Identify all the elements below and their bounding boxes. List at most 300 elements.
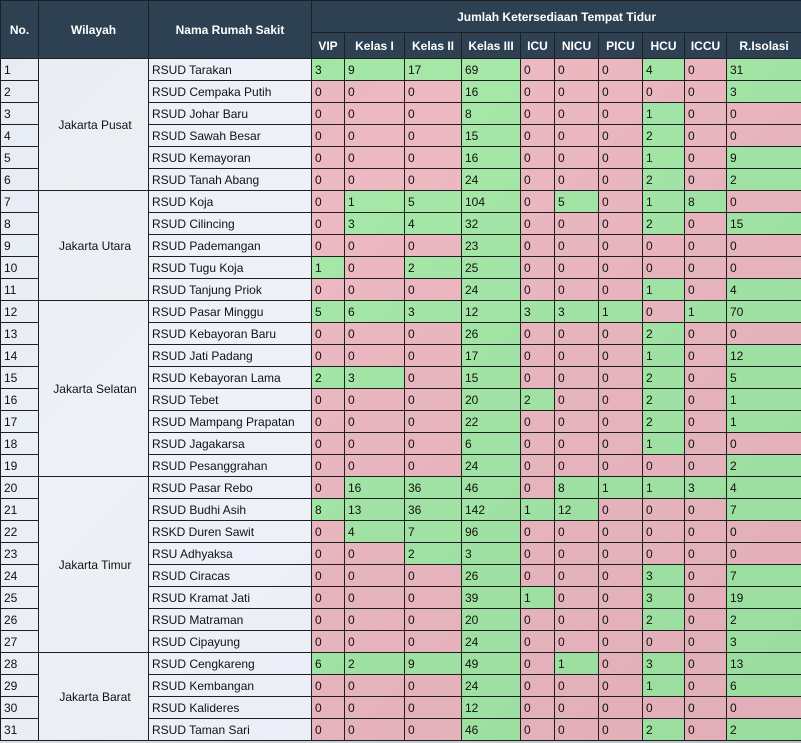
bed-count-cell: 0 bbox=[599, 103, 643, 125]
bed-count-cell: 15 bbox=[462, 125, 521, 147]
bed-count-cell: 0 bbox=[685, 587, 727, 609]
bed-count-cell: 0 bbox=[643, 301, 685, 323]
bed-count-cell: 0 bbox=[685, 565, 727, 587]
bed-count-cell: 3 bbox=[643, 653, 685, 675]
hospital-name: RSUD Cempaka Putih bbox=[149, 81, 312, 103]
bed-count-cell: 3 bbox=[643, 587, 685, 609]
hospital-name: RSUD Cengkareng bbox=[149, 653, 312, 675]
row-number: 18 bbox=[1, 433, 39, 455]
row-number: 22 bbox=[1, 521, 39, 543]
bed-count-cell: 0 bbox=[345, 411, 405, 433]
row-number: 20 bbox=[1, 477, 39, 499]
header-bed-type: ICU bbox=[521, 33, 555, 59]
bed-count-cell: 20 bbox=[462, 609, 521, 631]
bed-count-cell: 0 bbox=[555, 697, 599, 719]
bed-count-cell: 0 bbox=[555, 235, 599, 257]
bed-count-cell: 0 bbox=[312, 169, 345, 191]
bed-count-cell: 0 bbox=[685, 653, 727, 675]
row-number: 21 bbox=[1, 499, 39, 521]
bed-count-cell: 0 bbox=[643, 81, 685, 103]
bed-count-cell: 0 bbox=[599, 543, 643, 565]
hospital-name: RSUD Pademangan bbox=[149, 235, 312, 257]
bed-count-cell: 0 bbox=[312, 147, 345, 169]
bed-count-cell: 0 bbox=[521, 213, 555, 235]
row-number: 4 bbox=[1, 125, 39, 147]
bed-count-cell: 0 bbox=[312, 323, 345, 345]
bed-count-cell: 0 bbox=[312, 675, 345, 697]
bed-count-cell: 0 bbox=[599, 653, 643, 675]
bed-count-cell: 39 bbox=[462, 587, 521, 609]
bed-count-cell: 0 bbox=[345, 587, 405, 609]
bed-count-cell: 0 bbox=[555, 587, 599, 609]
bed-count-cell: 0 bbox=[599, 411, 643, 433]
bed-count-cell: 4 bbox=[727, 477, 801, 499]
bed-count-cell: 1 bbox=[555, 653, 599, 675]
bed-count-cell: 70 bbox=[727, 301, 801, 323]
bed-count-cell: 2 bbox=[643, 169, 685, 191]
bed-count-cell: 2 bbox=[643, 719, 685, 741]
bed-count-cell: 36 bbox=[405, 477, 462, 499]
bed-count-cell: 2 bbox=[643, 367, 685, 389]
hospital-name: RSUD Kebayoran Baru bbox=[149, 323, 312, 345]
bed-count-cell: 16 bbox=[345, 477, 405, 499]
row-number: 31 bbox=[1, 719, 39, 741]
bed-count-cell: 0 bbox=[685, 59, 727, 81]
bed-count-cell: 0 bbox=[685, 103, 727, 125]
bed-count-cell: 0 bbox=[521, 543, 555, 565]
bed-count-cell: 0 bbox=[345, 609, 405, 631]
header-bed-type: Kelas I bbox=[345, 33, 405, 59]
bed-count-cell: 0 bbox=[405, 235, 462, 257]
bed-count-cell: 7 bbox=[727, 499, 801, 521]
table-row bbox=[1, 301, 801, 323]
bed-count-cell: 1 bbox=[521, 587, 555, 609]
bed-count-cell: 0 bbox=[312, 521, 345, 543]
row-number: 6 bbox=[1, 169, 39, 191]
bed-count-cell: 0 bbox=[521, 81, 555, 103]
bed-count-cell: 13 bbox=[727, 653, 801, 675]
hospital-name: RSUD Sawah Besar bbox=[149, 125, 312, 147]
bed-count-cell: 2 bbox=[643, 125, 685, 147]
bed-count-cell: 5 bbox=[727, 367, 801, 389]
bed-count-cell: 0 bbox=[405, 279, 462, 301]
bed-count-cell: 0 bbox=[405, 587, 462, 609]
row-number: 3 bbox=[1, 103, 39, 125]
bed-count-cell: 4 bbox=[643, 59, 685, 81]
bed-count-cell: 0 bbox=[599, 81, 643, 103]
region-cell: Jakarta Timur bbox=[39, 477, 149, 653]
bed-count-cell: 0 bbox=[555, 719, 599, 741]
bed-count-cell: 12 bbox=[727, 345, 801, 367]
bed-count-cell: 0 bbox=[555, 257, 599, 279]
bed-count-cell: 0 bbox=[555, 169, 599, 191]
bed-count-cell: 0 bbox=[599, 455, 643, 477]
bed-count-cell: 0 bbox=[555, 125, 599, 147]
header-bed-type: R.Isolasi bbox=[727, 33, 801, 59]
bed-count-cell: 1 bbox=[643, 433, 685, 455]
bed-count-cell: 0 bbox=[599, 389, 643, 411]
bed-count-cell: 0 bbox=[521, 147, 555, 169]
bed-count-cell: 0 bbox=[405, 169, 462, 191]
row-number: 8 bbox=[1, 213, 39, 235]
header-bed-type: PICU bbox=[599, 33, 643, 59]
bed-count-cell: 0 bbox=[521, 433, 555, 455]
bed-count-cell: 0 bbox=[685, 323, 727, 345]
bed-count-cell: 12 bbox=[462, 301, 521, 323]
bed-count-cell: 0 bbox=[521, 675, 555, 697]
bed-count-cell: 1 bbox=[643, 191, 685, 213]
region-cell: Jakarta Pusat bbox=[39, 59, 149, 191]
bed-count-cell: 0 bbox=[727, 697, 801, 719]
hospital-name: RSUD Ciracas bbox=[149, 565, 312, 587]
bed-count-cell: 5 bbox=[312, 301, 345, 323]
bed-count-cell: 0 bbox=[521, 455, 555, 477]
bed-count-cell: 1 bbox=[643, 103, 685, 125]
bed-count-cell: 1 bbox=[599, 301, 643, 323]
header-bed-type: Kelas II bbox=[405, 33, 462, 59]
bed-count-cell: 3 bbox=[727, 81, 801, 103]
bed-count-cell: 0 bbox=[643, 235, 685, 257]
bed-count-cell: 0 bbox=[555, 521, 599, 543]
hospital-name: RSUD Kebayoran Lama bbox=[149, 367, 312, 389]
bed-count-cell: 0 bbox=[599, 257, 643, 279]
bed-count-cell: 0 bbox=[555, 389, 599, 411]
bed-count-cell: 26 bbox=[462, 323, 521, 345]
bed-count-cell: 0 bbox=[345, 125, 405, 147]
bed-count-cell: 0 bbox=[345, 257, 405, 279]
bed-count-cell: 0 bbox=[405, 103, 462, 125]
bed-count-cell: 16 bbox=[462, 147, 521, 169]
bed-count-cell: 0 bbox=[312, 631, 345, 653]
bed-count-cell: 12 bbox=[462, 697, 521, 719]
bed-count-cell: 24 bbox=[462, 675, 521, 697]
bed-count-cell: 142 bbox=[462, 499, 521, 521]
bed-count-cell: 3 bbox=[345, 213, 405, 235]
bed-count-cell: 0 bbox=[555, 59, 599, 81]
bed-count-cell: 2 bbox=[727, 609, 801, 631]
bed-count-cell: 1 bbox=[643, 279, 685, 301]
bed-count-cell: 0 bbox=[685, 411, 727, 433]
bed-count-cell: 46 bbox=[462, 477, 521, 499]
bed-count-cell: 5 bbox=[555, 191, 599, 213]
hospital-name: RSUD Pasar Rebo bbox=[149, 477, 312, 499]
bed-count-cell: 1 bbox=[643, 345, 685, 367]
bed-count-cell: 0 bbox=[599, 565, 643, 587]
bed-count-cell: 0 bbox=[727, 433, 801, 455]
bed-count-cell: 0 bbox=[345, 631, 405, 653]
bed-count-cell: 0 bbox=[345, 433, 405, 455]
bed-count-cell: 2 bbox=[521, 389, 555, 411]
header-hospital: Nama Rumah Sakit bbox=[149, 1, 312, 59]
bed-count-cell: 0 bbox=[405, 455, 462, 477]
bed-count-cell: 0 bbox=[685, 675, 727, 697]
row-number: 17 bbox=[1, 411, 39, 433]
hospital-name: RSUD Jati Padang bbox=[149, 345, 312, 367]
bed-count-cell: 2 bbox=[345, 653, 405, 675]
bed-count-cell: 0 bbox=[405, 323, 462, 345]
bed-count-cell: 49 bbox=[462, 653, 521, 675]
bed-count-cell: 0 bbox=[599, 125, 643, 147]
bed-count-cell: 9 bbox=[405, 653, 462, 675]
bed-count-cell: 0 bbox=[727, 235, 801, 257]
row-number: 19 bbox=[1, 455, 39, 477]
bed-count-cell: 0 bbox=[685, 367, 727, 389]
region-cell: Jakarta Selatan bbox=[39, 301, 149, 477]
bed-count-cell: 0 bbox=[345, 675, 405, 697]
bed-count-cell: 0 bbox=[685, 279, 727, 301]
bed-count-cell: 6 bbox=[727, 675, 801, 697]
header-no: No. bbox=[1, 1, 39, 59]
bed-count-cell: 1 bbox=[643, 147, 685, 169]
bed-count-cell: 0 bbox=[685, 609, 727, 631]
bed-count-cell: 0 bbox=[555, 455, 599, 477]
bed-count-cell: 0 bbox=[521, 345, 555, 367]
header-bed-type: NICU bbox=[555, 33, 599, 59]
row-number: 15 bbox=[1, 367, 39, 389]
bed-count-cell: 0 bbox=[599, 323, 643, 345]
bed-count-cell: 0 bbox=[555, 367, 599, 389]
bed-count-cell: 0 bbox=[521, 477, 555, 499]
bed-count-cell: 0 bbox=[405, 345, 462, 367]
row-number: 1 bbox=[1, 59, 39, 81]
bed-count-cell: 24 bbox=[462, 455, 521, 477]
bed-count-cell: 0 bbox=[643, 257, 685, 279]
bed-count-cell: 0 bbox=[599, 499, 643, 521]
bed-count-cell: 0 bbox=[599, 697, 643, 719]
bed-count-cell: 0 bbox=[312, 565, 345, 587]
bed-count-cell: 2 bbox=[405, 543, 462, 565]
header-bed-availability: Jumlah Ketersediaan Tempat Tidur bbox=[312, 1, 801, 33]
bed-count-cell: 2 bbox=[312, 367, 345, 389]
bed-count-cell: 0 bbox=[405, 565, 462, 587]
bed-count-cell: 25 bbox=[462, 257, 521, 279]
bed-count-cell: 0 bbox=[345, 565, 405, 587]
bed-count-cell: 0 bbox=[405, 125, 462, 147]
bed-count-cell: 0 bbox=[521, 653, 555, 675]
hospital-name: RSUD Cilincing bbox=[149, 213, 312, 235]
bed-count-cell: 96 bbox=[462, 521, 521, 543]
bed-count-cell: 0 bbox=[521, 323, 555, 345]
bed-count-cell: 7 bbox=[727, 565, 801, 587]
bed-count-cell: 5 bbox=[405, 191, 462, 213]
bed-count-cell: 26 bbox=[462, 565, 521, 587]
bed-count-cell: 1 bbox=[727, 389, 801, 411]
hospital-name: RSUD Tebet bbox=[149, 389, 312, 411]
bed-count-cell: 104 bbox=[462, 191, 521, 213]
bed-count-cell: 24 bbox=[462, 631, 521, 653]
bed-count-cell: 0 bbox=[727, 543, 801, 565]
header-region: Wilayah bbox=[39, 1, 149, 59]
bed-count-cell: 0 bbox=[727, 125, 801, 147]
bed-count-cell: 3 bbox=[727, 631, 801, 653]
row-number: 7 bbox=[1, 191, 39, 213]
bed-count-cell: 16 bbox=[462, 81, 521, 103]
bed-count-cell: 4 bbox=[727, 279, 801, 301]
bed-count-cell: 17 bbox=[462, 345, 521, 367]
hospital-name: RSUD Kramat Jati bbox=[149, 587, 312, 609]
bed-count-cell: 3 bbox=[405, 301, 462, 323]
bed-count-cell: 0 bbox=[643, 697, 685, 719]
bed-count-cell: 0 bbox=[599, 609, 643, 631]
bed-count-cell: 4 bbox=[345, 521, 405, 543]
table-row bbox=[1, 59, 801, 81]
bed-count-cell: 0 bbox=[312, 697, 345, 719]
bed-count-cell: 0 bbox=[521, 609, 555, 631]
bed-count-cell: 0 bbox=[599, 719, 643, 741]
bed-count-cell: 2 bbox=[643, 213, 685, 235]
bed-count-cell: 0 bbox=[345, 389, 405, 411]
bed-count-cell: 0 bbox=[521, 59, 555, 81]
bed-count-cell: 1 bbox=[727, 411, 801, 433]
bed-count-cell: 0 bbox=[521, 235, 555, 257]
hospital-name: RSUD Budhi Asih bbox=[149, 499, 312, 521]
bed-count-cell: 69 bbox=[462, 59, 521, 81]
bed-count-cell: 0 bbox=[312, 411, 345, 433]
bed-count-cell: 0 bbox=[599, 345, 643, 367]
region-cell: Jakarta Barat bbox=[39, 653, 149, 741]
bed-count-cell: 6 bbox=[345, 301, 405, 323]
bed-count-cell: 24 bbox=[462, 279, 521, 301]
bed-count-cell: 8 bbox=[312, 499, 345, 521]
bed-count-cell: 0 bbox=[312, 213, 345, 235]
table-row bbox=[1, 653, 801, 675]
bed-count-cell: 3 bbox=[345, 367, 405, 389]
bed-count-cell: 2 bbox=[727, 719, 801, 741]
row-number: 28 bbox=[1, 653, 39, 675]
row-number: 30 bbox=[1, 697, 39, 719]
bed-count-cell: 0 bbox=[521, 719, 555, 741]
bed-count-cell: 0 bbox=[643, 455, 685, 477]
bed-count-cell: 0 bbox=[685, 499, 727, 521]
hospital-name: RSUD Tanjung Priok bbox=[149, 279, 312, 301]
bed-count-cell: 0 bbox=[685, 81, 727, 103]
bed-count-cell: 0 bbox=[555, 81, 599, 103]
bed-count-cell: 0 bbox=[312, 103, 345, 125]
bed-count-cell: 0 bbox=[312, 477, 345, 499]
bed-count-cell: 0 bbox=[312, 455, 345, 477]
bed-count-cell: 0 bbox=[685, 125, 727, 147]
bed-count-cell: 0 bbox=[727, 323, 801, 345]
bed-count-cell: 2 bbox=[643, 411, 685, 433]
bed-count-cell: 0 bbox=[727, 521, 801, 543]
region-cell: Jakarta Utara bbox=[39, 191, 149, 301]
bed-count-cell: 31 bbox=[727, 59, 801, 81]
bed-count-cell: 0 bbox=[599, 521, 643, 543]
row-number: 5 bbox=[1, 147, 39, 169]
bed-count-cell: 0 bbox=[727, 257, 801, 279]
bed-count-cell: 0 bbox=[599, 433, 643, 455]
bed-count-cell: 0 bbox=[685, 433, 727, 455]
table-row bbox=[1, 191, 801, 213]
row-number: 13 bbox=[1, 323, 39, 345]
bed-count-cell: 0 bbox=[521, 257, 555, 279]
bed-count-cell: 0 bbox=[555, 565, 599, 587]
bed-count-cell: 0 bbox=[685, 719, 727, 741]
bed-count-cell: 46 bbox=[462, 719, 521, 741]
row-number: 2 bbox=[1, 81, 39, 103]
bed-count-cell: 0 bbox=[599, 213, 643, 235]
row-number: 25 bbox=[1, 587, 39, 609]
bed-count-cell: 15 bbox=[462, 367, 521, 389]
bed-count-cell: 0 bbox=[405, 367, 462, 389]
bed-count-cell: 0 bbox=[521, 565, 555, 587]
bed-count-cell: 8 bbox=[555, 477, 599, 499]
bed-count-cell: 0 bbox=[312, 587, 345, 609]
bed-count-cell: 0 bbox=[345, 455, 405, 477]
bed-count-cell: 3 bbox=[555, 301, 599, 323]
bed-count-cell: 0 bbox=[405, 81, 462, 103]
bed-count-cell: 3 bbox=[643, 565, 685, 587]
bed-count-cell: 0 bbox=[599, 279, 643, 301]
bed-count-cell: 0 bbox=[405, 389, 462, 411]
bed-count-cell: 0 bbox=[345, 543, 405, 565]
bed-count-cell: 19 bbox=[727, 587, 801, 609]
hospital-name: RSUD Koja bbox=[149, 191, 312, 213]
bed-count-cell: 0 bbox=[599, 147, 643, 169]
hospital-name: RSUD Tarakan bbox=[149, 59, 312, 81]
bed-count-cell: 0 bbox=[312, 125, 345, 147]
bed-count-cell: 0 bbox=[405, 147, 462, 169]
bed-count-cell: 24 bbox=[462, 169, 521, 191]
hospital-name: RSKD Duren Sawit bbox=[149, 521, 312, 543]
bed-count-cell: 0 bbox=[555, 433, 599, 455]
bed-count-cell: 8 bbox=[462, 103, 521, 125]
bed-count-cell: 0 bbox=[312, 191, 345, 213]
row-number: 10 bbox=[1, 257, 39, 279]
bed-count-cell: 0 bbox=[312, 433, 345, 455]
bed-count-cell: 0 bbox=[685, 235, 727, 257]
bed-count-cell: 0 bbox=[521, 411, 555, 433]
bed-count-cell: 9 bbox=[727, 147, 801, 169]
bed-count-cell: 4 bbox=[405, 213, 462, 235]
bed-count-cell: 2 bbox=[405, 257, 462, 279]
bed-count-cell: 23 bbox=[462, 235, 521, 257]
bed-count-cell: 0 bbox=[555, 345, 599, 367]
bed-count-cell: 1 bbox=[521, 499, 555, 521]
bed-count-cell: 0 bbox=[685, 543, 727, 565]
hospital-name: RSUD Jagakarsa bbox=[149, 433, 312, 455]
bed-count-cell: 0 bbox=[555, 147, 599, 169]
bed-count-cell: 32 bbox=[462, 213, 521, 235]
bed-count-cell: 0 bbox=[555, 631, 599, 653]
bed-count-cell: 0 bbox=[643, 543, 685, 565]
bed-count-cell: 0 bbox=[685, 455, 727, 477]
bed-count-cell: 6 bbox=[462, 433, 521, 455]
bed-count-cell: 15 bbox=[727, 213, 801, 235]
row-number: 12 bbox=[1, 301, 39, 323]
bed-count-cell: 0 bbox=[599, 675, 643, 697]
bed-count-cell: 0 bbox=[643, 499, 685, 521]
bed-count-cell: 0 bbox=[555, 543, 599, 565]
bed-count-cell: 0 bbox=[555, 411, 599, 433]
bed-count-cell: 0 bbox=[555, 323, 599, 345]
bed-count-cell: 0 bbox=[345, 719, 405, 741]
header-bed-type: VIP bbox=[312, 33, 345, 59]
bed-count-cell: 0 bbox=[405, 609, 462, 631]
bed-count-cell: 1 bbox=[685, 301, 727, 323]
bed-count-cell: 0 bbox=[685, 345, 727, 367]
bed-count-cell: 0 bbox=[643, 521, 685, 543]
bed-count-cell: 2 bbox=[643, 609, 685, 631]
bed-count-cell: 0 bbox=[345, 169, 405, 191]
bed-count-cell: 0 bbox=[312, 279, 345, 301]
bed-count-cell: 0 bbox=[405, 719, 462, 741]
bed-count-cell: 0 bbox=[405, 631, 462, 653]
bed-count-cell: 0 bbox=[312, 81, 345, 103]
bed-count-cell: 0 bbox=[555, 279, 599, 301]
bed-count-cell: 1 bbox=[643, 477, 685, 499]
hospital-name: RSUD Kembangan bbox=[149, 675, 312, 697]
